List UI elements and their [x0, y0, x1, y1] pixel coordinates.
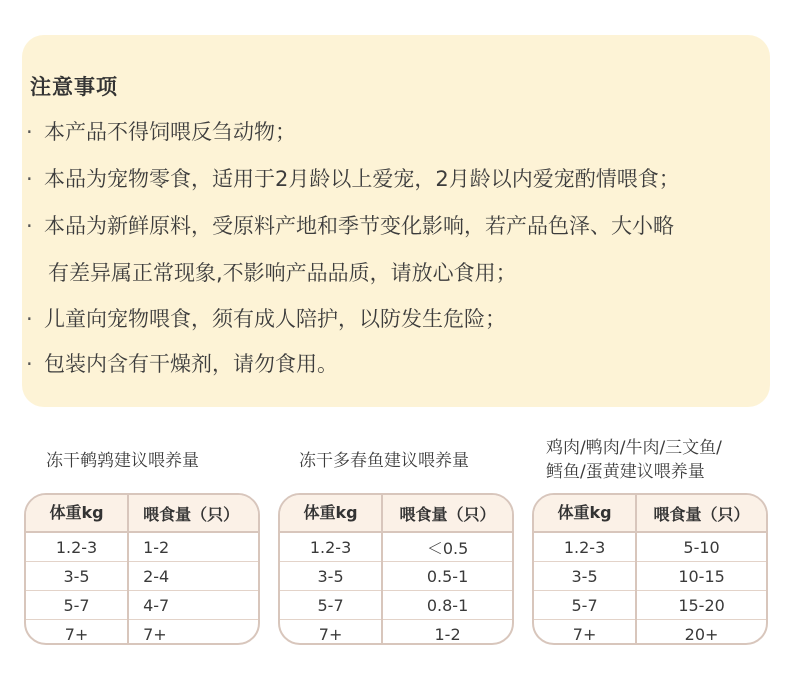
bullet-dot-icon: · — [26, 307, 33, 331]
notice-item-text: 包装内含有干燥剂，请勿食用。 — [44, 352, 338, 376]
bullet-dot-icon: · — [26, 352, 33, 376]
table-row — [534, 562, 766, 591]
table-row — [26, 591, 258, 620]
notice-item — [26, 210, 674, 240]
table-row — [280, 620, 512, 645]
cell-amount: 2-4 — [143, 566, 170, 586]
cell-amount: 0.8-1 — [426, 595, 469, 615]
bullet-dot-icon: · — [26, 167, 33, 191]
cell-weight: 5-7 — [26, 591, 129, 620]
table-row — [280, 591, 512, 620]
notice-title: 注意事项 — [30, 75, 118, 99]
header-weight: 体重kg — [26, 494, 129, 532]
cell-amount: 1-2 — [434, 625, 461, 644]
cell-weight: 5-7 — [280, 591, 383, 620]
bullet-dot-icon: · — [26, 214, 33, 238]
cell-amount: 10-15 — [678, 566, 725, 586]
cell-weight: 5-7 — [534, 591, 637, 620]
notice-item — [26, 303, 506, 333]
capelin-table-title: 冻干多春鱼建议喂养量 — [299, 451, 469, 471]
table-row — [534, 591, 766, 620]
notice-item-continuation — [48, 257, 517, 287]
cell-weight: 1.2-3 — [280, 533, 383, 562]
cell-weight: 3-5 — [280, 562, 383, 591]
cell-amount: 1-2 — [143, 537, 170, 557]
notice-item — [26, 116, 296, 146]
header-amount: 喂食量（只） — [143, 504, 240, 524]
header-weight: 体重kg — [534, 494, 637, 532]
table-row — [280, 533, 512, 562]
notice-item — [26, 348, 338, 378]
notice-item — [26, 163, 680, 193]
cell-weight: 3-5 — [26, 562, 129, 591]
quail-table-title: 冻干鹌鹑建议喂养量 — [46, 451, 199, 471]
capelin-feeding-table — [278, 493, 514, 645]
quail-feeding-table — [24, 493, 260, 645]
cell-amount: 7+ — [143, 625, 167, 644]
cell-amount: 0.5-1 — [426, 566, 469, 586]
cell-amount: 4-7 — [143, 595, 170, 615]
cell-amount: 5-10 — [683, 537, 720, 557]
table-row — [26, 533, 258, 562]
notice-item-text: 本品为宠物零食，适用于2月龄以上爱宠，2月龄以内爱宠酌情喂食； — [44, 167, 680, 191]
header-weight: 体重kg — [280, 494, 383, 532]
cell-weight: 3-5 — [534, 562, 637, 591]
notice-item-text: 本品为新鲜原料，受原料产地和季节变化影响，若产品色泽、大小略 — [44, 214, 674, 238]
table-header — [534, 495, 766, 533]
table-row — [26, 562, 258, 591]
notice-item-text: 有差异属正常现象,不影响产品品质，请放心食用； — [48, 261, 517, 285]
cell-weight: 7+ — [26, 620, 129, 645]
notice-item-text: 儿童向宠物喂食，须有成人陪护，以防发生危险； — [44, 307, 506, 331]
header-amount: 喂食量（只） — [399, 504, 496, 524]
table-header — [280, 495, 512, 533]
cell-weight: 1.2-3 — [534, 533, 637, 562]
meat-feeding-table — [532, 493, 768, 645]
meat-table-title: 鸡肉/鸭肉/牛肉/三文鱼/ — [546, 438, 722, 458]
table-row — [534, 533, 766, 562]
cell-amount: 20+ — [684, 625, 719, 644]
table-row — [280, 562, 512, 591]
cell-weight: 1.2-3 — [26, 533, 129, 562]
table-header — [26, 495, 258, 533]
cell-weight: 7+ — [280, 620, 383, 645]
bullet-dot-icon: · — [26, 120, 33, 144]
notice-item-text: 本产品不得饲喂反刍动物； — [44, 120, 296, 144]
table-row — [26, 620, 258, 645]
meat-table-title-line2: 鳕鱼/蛋黄建议喂养量 — [546, 462, 705, 482]
header-amount: 喂食量（只） — [653, 504, 750, 524]
cell-amount: ＜0.5 — [426, 538, 469, 558]
cell-amount: 15-20 — [678, 595, 725, 615]
cell-weight: 7+ — [534, 620, 637, 645]
table-row — [534, 620, 766, 645]
notice-panel — [22, 35, 770, 407]
